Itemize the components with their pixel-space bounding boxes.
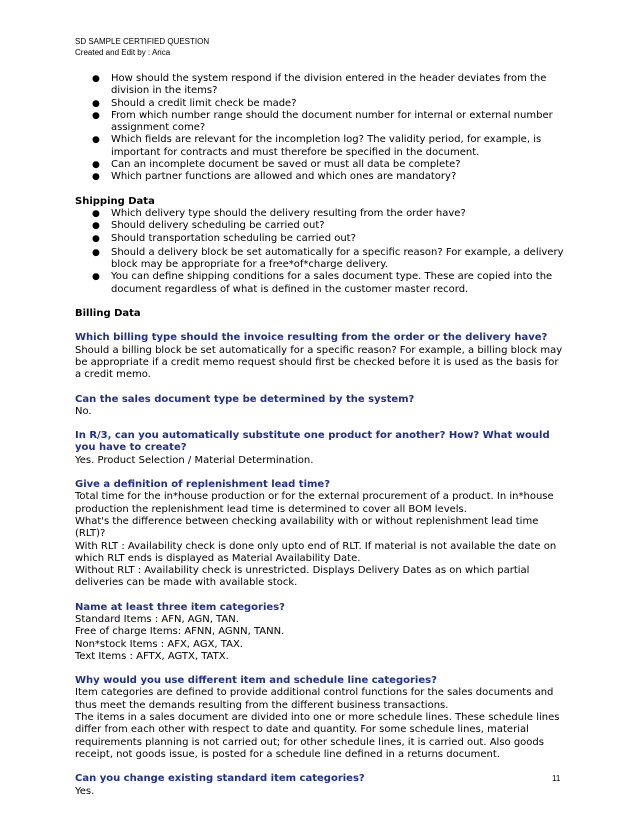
answer: The items in a sales document are divided into one or more schedule lines. These schedule lines differ from each other with respect to date and quantity. For some schedule lines, material requirements planning is not carried out; for other schedule lines, it is carried out. Also goods receipt, not goods issue, is posted for a schedule line defined in a returns document.: [75, 712, 560, 760]
bullet-icon: ●: [92, 135, 100, 146]
answer: Yes.: [75, 785, 95, 797]
qa-block: [75, 675, 565, 761]
bullet-icon: ●: [92, 247, 100, 258]
answer: What's the difference between checking availability with or without replenishment lead time (RLT)?: [75, 515, 539, 540]
page-number: 11: [552, 774, 561, 783]
list-item: ● Which partner functions are allowed and which ones are mandatory?: [92, 171, 457, 183]
list-item: ● Should a credit limit check be made?: [92, 97, 297, 109]
bullet-icon: ●: [92, 208, 100, 219]
question: Can you change existing standard item categories?: [75, 773, 365, 785]
list-item: ● Should delivery scheduling be carried out?: [92, 220, 325, 232]
list-item: ● How should the system respond if the division entered in the header deviates from the division in the items?: [92, 73, 547, 97]
qa-block: [75, 602, 565, 663]
bullet-icon: ●: [92, 221, 100, 232]
answer: With RLT : Availability check is done only upto end of RLT. If material is not available the date on which RLT ends is displayed as Material Availability Date.: [75, 540, 557, 564]
list-item: ● Should a delivery block be set automatically for a specific reason? For example, a delivery block may be appropriate for a free*of*charge delivery.: [92, 246, 564, 271]
bullet-icon: ●: [92, 98, 100, 109]
list-item: ● Can an incomplete document be saved or must all data be complete?: [92, 159, 461, 171]
question: Why would you use different item and schedule line categories?: [75, 675, 437, 687]
qa-block: [75, 479, 565, 590]
list-item: ● Which fields are relevant for the incompletion log? The validity period, for example, is important for contracts and must therefore be specified in the document.: [92, 134, 542, 158]
question: Which billing type should the invoice resulting from the order or the delivery have?: [75, 332, 548, 344]
answer: Free of charge Items: AFNN, AGNN, TANN.: [75, 626, 285, 638]
bullet-icon: ●: [92, 172, 100, 183]
question: Give a definition of replenishment lead time?: [75, 479, 331, 491]
bullet-icon: ●: [92, 110, 100, 121]
question: In R/3, can you automatically substitute one product for another? How? What would you have to create?: [75, 430, 550, 454]
shipping-heading: Shipping Data: [75, 195, 155, 207]
question: Name at least three item categories?: [75, 601, 285, 613]
answer: Text Items : AFTX, AGTX, TATX.: [75, 650, 229, 662]
question: Can the sales document type be determined by the system?: [75, 393, 415, 405]
page-content: [75, 73, 565, 798]
bullet-icon: ●: [92, 233, 100, 244]
header-title: SD SAMPLE CERTIFIED QUESTION: [75, 37, 210, 46]
bullet-icon: ●: [92, 160, 100, 171]
answer: Non*stock Items : AFX, AGX, TAX.: [75, 638, 243, 650]
billing-heading: Billing Data: [75, 308, 141, 320]
answer: Without RLT : Availability check is unrestricted. Displays Delivery Dates as on which partial deliveries can be made with available stock.: [75, 565, 530, 589]
answer: Should a billing block be set automatically for a specific reason? For example, a billing block may be appropriate if a credit memo request should first be checked before it is used as the basis for a credit memo.: [75, 344, 563, 381]
list-item: ● Should transportation scheduling be carried out?: [92, 232, 356, 244]
qa-block: [75, 332, 565, 381]
qa-block: [75, 394, 565, 419]
bullet-icon: ●: [92, 74, 100, 84]
bullet-icon: ●: [92, 272, 100, 283]
qa-block: [75, 773, 565, 798]
shipping-bullet-list: [75, 208, 565, 296]
answer: Standard Items : AFN, AGN, TAN.: [75, 613, 239, 625]
list-item: ● From which number range should the document number for internal or external number assignment come?: [92, 109, 553, 134]
intro-bullet-list: [75, 73, 565, 184]
list-item: ● You can define shipping conditions for a sales document type. These are copied into the document regardless of what is defined in the customer master record.: [92, 271, 553, 295]
page-header: [75, 36, 209, 58]
qa-block: [75, 430, 565, 467]
answer: Yes. Product Selection / Material Determination.: [75, 454, 314, 466]
answer: No.: [75, 405, 92, 417]
answer: Item categories are defined to provide additional control functions for the sales documents and thus meet the demands resulting from the different business transactions.: [75, 687, 554, 711]
list-item: ● Which delivery type should the delivery resulting from the order have?: [92, 207, 466, 219]
header-author: Created and Edit by : Anca: [75, 48, 171, 57]
answer: Total time for the in*house production or for the external procurement of a product. In in*house production the replenishment lead time is determined to cover all BOM levels.: [75, 491, 554, 515]
